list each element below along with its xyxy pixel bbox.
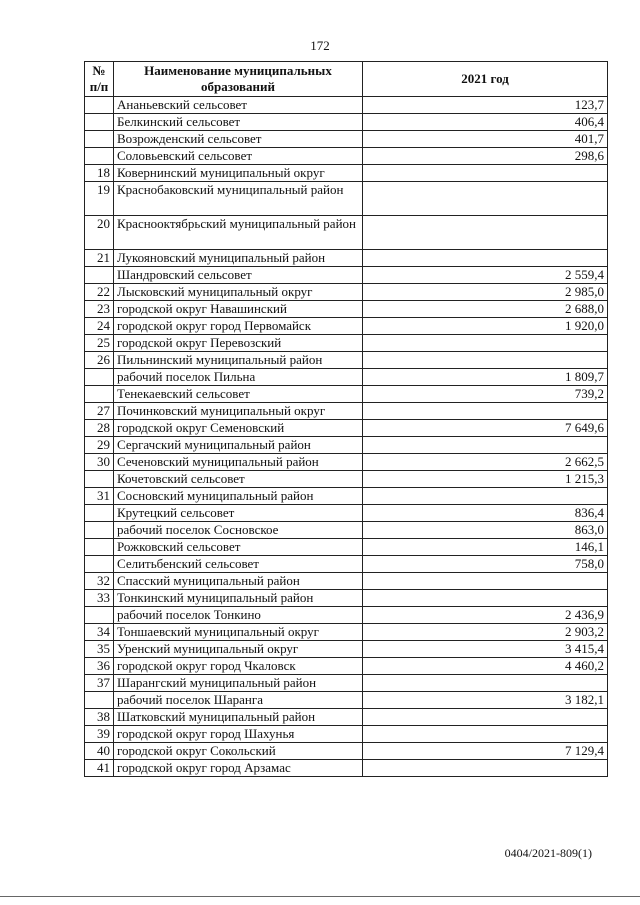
row-number: 30: [85, 454, 114, 471]
table-row: [85, 590, 608, 607]
row-name: Шандровский сельсовет: [114, 267, 363, 284]
table-row: [85, 386, 608, 403]
row-number: 36: [85, 658, 114, 675]
table-row: [85, 726, 608, 743]
row-name: Шатковский муниципальный район: [114, 709, 363, 726]
row-value: [363, 488, 608, 505]
row-name: городской округ Перевозский: [114, 335, 363, 352]
table-row: [85, 505, 608, 522]
table-row: [85, 454, 608, 471]
row-number: 41: [85, 760, 114, 777]
row-value: 4 460,2: [363, 658, 608, 675]
row-number: 28: [85, 420, 114, 437]
table-row: [85, 658, 608, 675]
row-value: 1 809,7: [363, 369, 608, 386]
row-name: Рожковский сельсовет: [114, 539, 363, 556]
table-row: [85, 624, 608, 641]
row-number: 34: [85, 624, 114, 641]
table-row: [85, 97, 608, 114]
table-row: [85, 522, 608, 539]
row-number: [85, 97, 114, 114]
row-name: Шарангский муниципальный район: [114, 675, 363, 692]
row-number: 18: [85, 165, 114, 182]
row-value: 2 688,0: [363, 301, 608, 318]
row-name: рабочий поселок Сосновское: [114, 522, 363, 539]
row-value: [363, 437, 608, 454]
row-value: 758,0: [363, 556, 608, 573]
row-number: 27: [85, 403, 114, 420]
row-number: [85, 131, 114, 148]
table-row: [85, 182, 608, 216]
row-value: [363, 709, 608, 726]
row-number: 19: [85, 182, 114, 216]
row-value: 146,1: [363, 539, 608, 556]
row-value: [363, 250, 608, 267]
table-row: [85, 471, 608, 488]
row-number: [85, 148, 114, 165]
row-number: [85, 369, 114, 386]
row-value: 2 559,4: [363, 267, 608, 284]
row-name: Ананьевский сельсовет: [114, 97, 363, 114]
row-number: 32: [85, 573, 114, 590]
row-name: Селитьбенский сельсовет: [114, 556, 363, 573]
table-row: [85, 284, 608, 301]
row-value: 3 415,4: [363, 641, 608, 658]
row-value: 123,7: [363, 97, 608, 114]
row-value: 2 436,9: [363, 607, 608, 624]
row-value: 2 985,0: [363, 284, 608, 301]
row-number: 26: [85, 352, 114, 369]
table-row: [85, 148, 608, 165]
row-number: 29: [85, 437, 114, 454]
row-value: 836,4: [363, 505, 608, 522]
row-value: 863,0: [363, 522, 608, 539]
table-row: [85, 709, 608, 726]
row-value: 2 662,5: [363, 454, 608, 471]
row-value: [363, 165, 608, 182]
row-number: [85, 539, 114, 556]
row-value: 401,7: [363, 131, 608, 148]
row-number: 20: [85, 216, 114, 250]
row-name: городской округ Навашинский: [114, 301, 363, 318]
row-number: 31: [85, 488, 114, 505]
row-number: [85, 607, 114, 624]
row-name: Сосновский муниципальный район: [114, 488, 363, 505]
row-name: Возрожденский сельсовет: [114, 131, 363, 148]
row-value: [363, 760, 608, 777]
row-value: 298,6: [363, 148, 608, 165]
row-name: Крутецкий сельсовет: [114, 505, 363, 522]
row-number: [85, 471, 114, 488]
row-name: Лысковский муниципальный округ: [114, 284, 363, 301]
row-value: [363, 675, 608, 692]
row-value: 3 182,1: [363, 692, 608, 709]
row-name: рабочий поселок Тонкино: [114, 607, 363, 624]
row-value: [363, 573, 608, 590]
table-row: [85, 743, 608, 760]
table-row: [85, 760, 608, 777]
municipal-table: [84, 61, 608, 777]
row-value: [363, 352, 608, 369]
row-value: 7 129,4: [363, 743, 608, 760]
table-row: [85, 318, 608, 335]
row-name: городской округ город Шахунья: [114, 726, 363, 743]
row-name: Краснобаковский муниципальный район: [114, 182, 363, 216]
row-number: [85, 692, 114, 709]
row-name: Спасский муниципальный район: [114, 573, 363, 590]
row-value: [363, 182, 608, 216]
table-row: [85, 573, 608, 590]
row-number: [85, 522, 114, 539]
row-number: 24: [85, 318, 114, 335]
row-number: 35: [85, 641, 114, 658]
row-name: Тонкинский муниципальный район: [114, 590, 363, 607]
table-header-row: [85, 62, 608, 97]
row-name: Тенекаевский сельсовет: [114, 386, 363, 403]
table-row: [85, 165, 608, 182]
row-value: 2 903,2: [363, 624, 608, 641]
table-row: [85, 267, 608, 284]
table-row: [85, 556, 608, 573]
row-name: Тоншаевский муниципальный округ: [114, 624, 363, 641]
row-name: рабочий поселок Шаранга: [114, 692, 363, 709]
row-number: 22: [85, 284, 114, 301]
row-number: 40: [85, 743, 114, 760]
row-name: городской округ Семеновский: [114, 420, 363, 437]
row-name: Белкинский сельсовет: [114, 114, 363, 131]
table-row: [85, 131, 608, 148]
table-row: [85, 335, 608, 352]
row-number: [85, 556, 114, 573]
row-value: 1 215,3: [363, 471, 608, 488]
row-name: Сеченовский муниципальный район: [114, 454, 363, 471]
table-row: [85, 488, 608, 505]
table-row: [85, 403, 608, 420]
row-name: рабочий поселок Пильна: [114, 369, 363, 386]
row-value: [363, 590, 608, 607]
row-value: [363, 403, 608, 420]
table-row: [85, 607, 608, 624]
row-name: городской округ город Первомайск: [114, 318, 363, 335]
row-number: 38: [85, 709, 114, 726]
table-row: [85, 437, 608, 454]
row-number: [85, 114, 114, 131]
row-name: городской округ город Арзамас: [114, 760, 363, 777]
table-row: [85, 114, 608, 131]
row-number: 39: [85, 726, 114, 743]
row-name: городской округ город Чкаловск: [114, 658, 363, 675]
row-number: 33: [85, 590, 114, 607]
row-value: [363, 726, 608, 743]
row-name: Краснооктябрьский муниципальный район: [114, 216, 363, 250]
row-number: 23: [85, 301, 114, 318]
row-name: городской округ Сокольский: [114, 743, 363, 760]
table-row: [85, 692, 608, 709]
header-year: 2021 год: [363, 62, 608, 97]
page-edge-line: [0, 896, 640, 897]
row-name: Уренский муниципальный округ: [114, 641, 363, 658]
table-row: [85, 301, 608, 318]
row-name: Пильнинский муниципальный район: [114, 352, 363, 369]
table-row: [85, 539, 608, 556]
row-name: Лукояновский муниципальный район: [114, 250, 363, 267]
row-value: 1 920,0: [363, 318, 608, 335]
row-number: 25: [85, 335, 114, 352]
row-value: [363, 335, 608, 352]
row-number: 21: [85, 250, 114, 267]
row-value: [363, 216, 608, 250]
table-row: [85, 369, 608, 386]
table-row: [85, 250, 608, 267]
table-row: [85, 675, 608, 692]
row-number: 37: [85, 675, 114, 692]
header-num: № п/п: [85, 62, 114, 97]
row-name: Кочетовский сельсовет: [114, 471, 363, 488]
page-number: 172: [310, 38, 330, 53]
row-name: Сергачский муниципальный район: [114, 437, 363, 454]
table-row: [85, 641, 608, 658]
row-name: Ковернинский муниципальный округ: [114, 165, 363, 182]
table-row: [85, 420, 608, 437]
row-name: Починковский муниципальный округ: [114, 403, 363, 420]
row-value: 7 649,6: [363, 420, 608, 437]
document-code: 0404/2021-809(1): [504, 846, 592, 860]
row-name: Соловьевский сельсовет: [114, 148, 363, 165]
header-name: Наименование муниципальных образований: [114, 62, 363, 97]
row-number: [85, 386, 114, 403]
table-body: [85, 97, 608, 777]
row-value: 739,2: [363, 386, 608, 403]
row-number: [85, 505, 114, 522]
row-number: [85, 267, 114, 284]
table-row: [85, 352, 608, 369]
row-value: 406,4: [363, 114, 608, 131]
table-row: [85, 216, 608, 250]
